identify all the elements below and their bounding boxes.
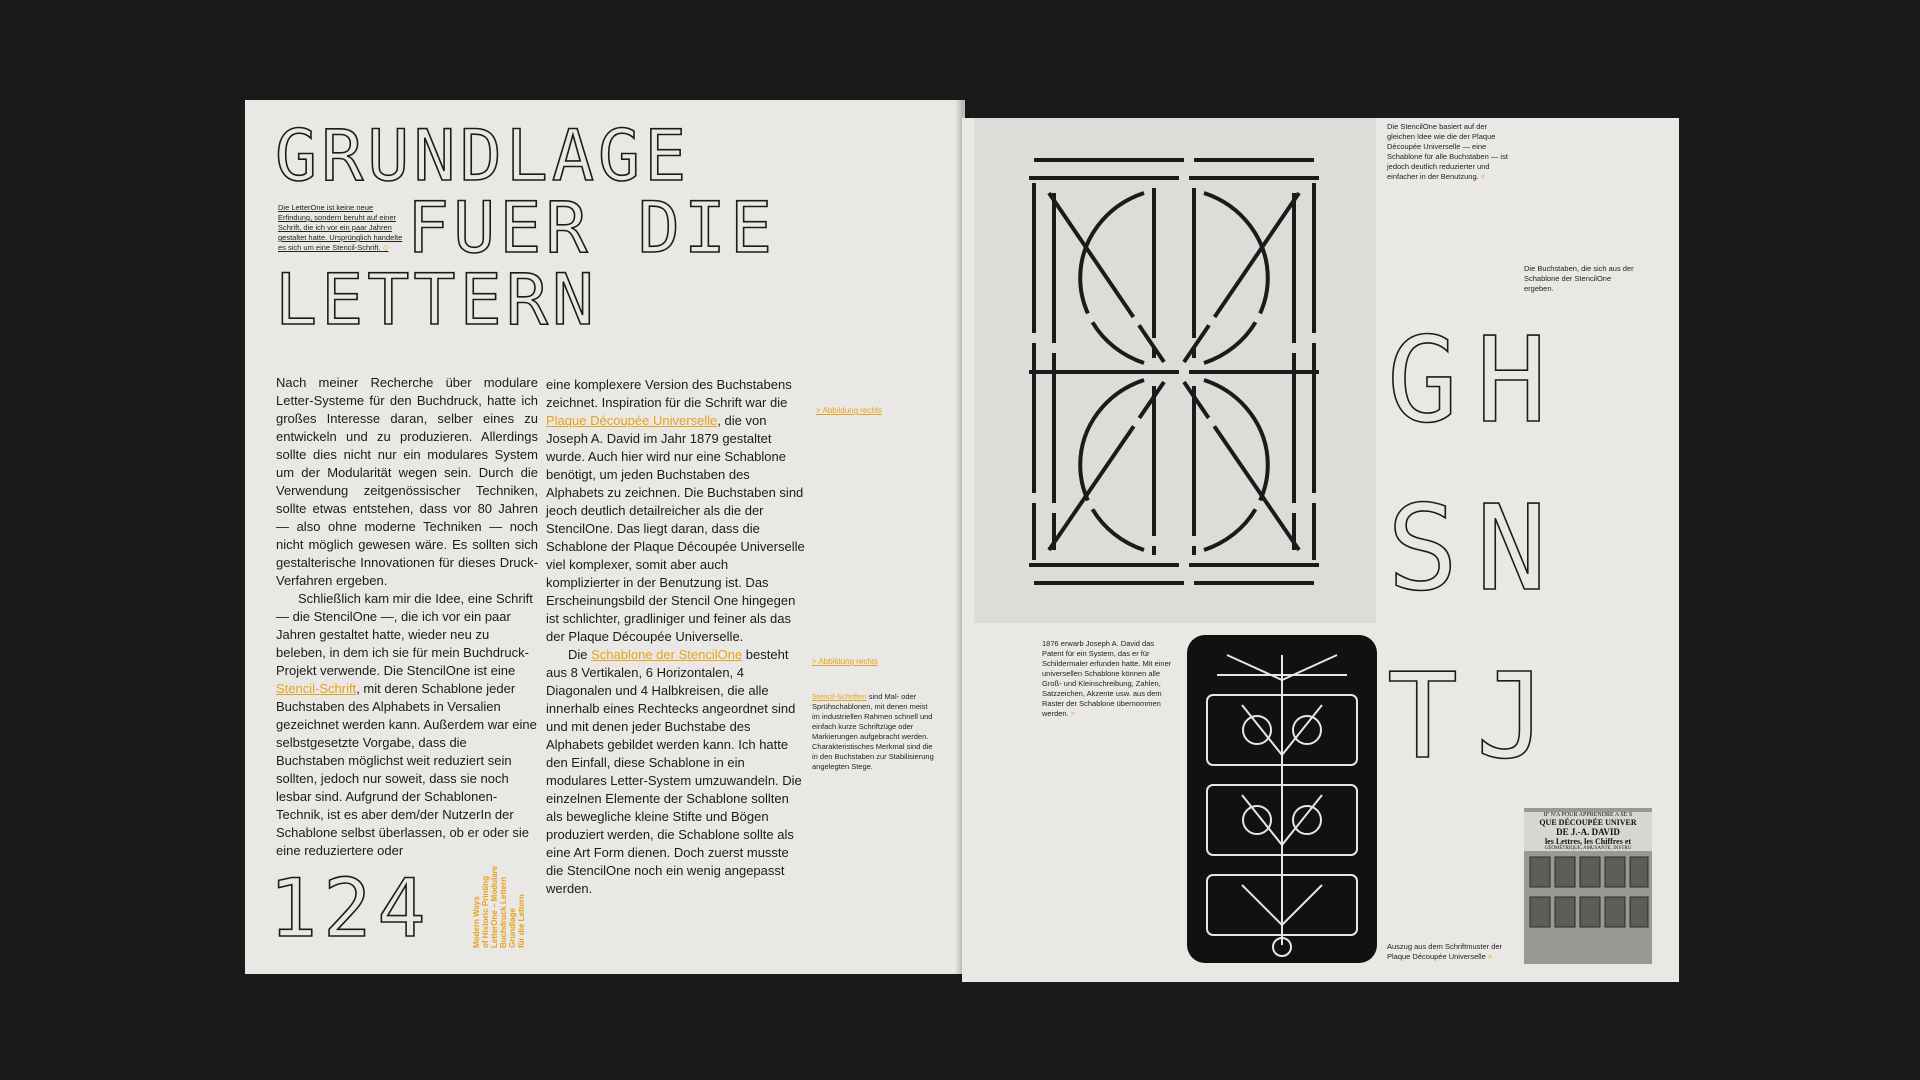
colophon-line-5: Grundlage: [508, 907, 517, 948]
plaque-decoupee-link[interactable]: Plaque Découpée Universelle: [546, 413, 718, 428]
colophon-line-3: LetterOne – Modulare: [490, 865, 499, 948]
right-page: [962, 118, 1679, 982]
stencil-schrift-link[interactable]: Stencil-Schrift: [276, 681, 357, 696]
specimen-line-1: IF N'A POUR APPRENDRE A SE S: [1524, 812, 1652, 818]
intro-note-marker: ◇: [382, 243, 389, 252]
stencil-template-figure: [974, 118, 1376, 623]
col1-paragraph-1: Nach meiner Recherche über modulare Letter-Systeme für den Buchdruck, hatte ich großes Interesse daran, selber eines zu entwickeln und zu produzieren. Allerdings sollte dies nicht nur ein modulares System um der Modularität wegen sein. Durch die Verwendung zeitgenössischer Techniken, sollte etwas entstehen, dass vor 80 Jahren — also ohne moderne Techniken — noch nicht möglich gewesen wäre. Es sollten sich gestalterische Innovationen für dieses Druck-Verfahren ergeben.: [276, 375, 538, 588]
colophon-line-2: of Historic Printing: [481, 876, 490, 948]
body-column-1: [276, 374, 538, 860]
body-column-2: [546, 376, 805, 898]
letter-row-1: GH: [1387, 311, 1566, 449]
colophon-line-4: Buchdruck Lettern: [499, 876, 508, 948]
plaque-decoupee-graphic: [1187, 635, 1377, 963]
specimen-line-4: les Lettres, les Chiffres et: [1524, 837, 1652, 846]
letter-grid: [1387, 296, 1565, 800]
david-note-marker: >: [1070, 709, 1076, 718]
caption-bottom: Auszug aus dem Schriftmuster der Plaque Découpée Universelle >: [1387, 942, 1503, 961]
colophon: [472, 866, 526, 948]
col1-paragraph-2: Schließlich kam mir die Idee, eine Schrift — die StencilOne —, die ich vor ein paar Jahren gestaltet hatte, wieder neu zu beleben, in dem ich sie für mein Buchdruck-Projekt verwende. Die StencilOne ist eine Stencil-Schrift, mit deren Schablone jeder Buchstaben des Alphabets in Versalien gezeichnet werden kann. Außerdem war eine selbstgesetzte Vorgabe, dass die Buchstaben möglichst weit reduziert sein sollten, jedoch nur soweit, dass sie noch lesbar sind. Aufgrund der Schablonen-Technik, ist es aber dem/der NutzerIn der Schablone selbst überlassen, ob er oder sie eine reduziertere oder: [276, 591, 537, 858]
stencil-note: Stencil-Schriften sind Mal- oder Sprühschablonen, mit denen meist im industriellen Rahmen schnell und einfach kurze Schriftzüge oder Markierungen aufgebracht werden. Charakteristisches Merkmal sind die in den Buchstaben zur Stabilisierung angelegten Stege.: [812, 692, 934, 771]
colophon-line-1: Modern Ways: [472, 896, 481, 948]
david-note: 1876 erwarb Joseph A. David das Patent für ein System, das er für Schildermaler erfunden hatte. Mit einer universellen Schablone können alle Groß- und Kleinschreibung, Zahlen, Satzzeichen, Akzente usw. aus dem Raster der Schablone übernommen werden. >: [1042, 639, 1172, 718]
figure-ref-right-2[interactable]: > Abbildung rechts: [812, 657, 879, 666]
caption-bottom-marker: >: [1487, 952, 1493, 961]
letter-row-3: TJ: [1387, 647, 1566, 785]
col2-paragraph-1: eine komplexere Version des Buchstabens zeichnet. Inspiration für die Schrift war die Plaque Découpée Universelle, die von Joseph A. David im Jahr 1879 gestaltet wurde. Auch hier wird nur eine Schablone benötigt, um jeden Buchstaben des Alphabets zu zeichnen. Die Buchstaben sind jeoch deutlich detailreicher als die der StencilOne. Das liegt daran, dass die Schablone der Plaque Découpée Universelle viel komplexer, somit aber auch komplizierter in der Benutzung ist. Das Erscheinungsbild der Stencil One hingegen ist schlichter, gradliniger und feiner als das der Plaque Découpée Universelle.: [546, 377, 805, 644]
right-note-top: Die StencilOne basiert auf der gleichen Idee wie die der Plaque Découpée Universelle — eine Schablone für alle Buchstaben — ist jedoch deutlich reduzierter und einfacher in der Benutzung. <: [1387, 122, 1508, 181]
figure-ref-right-1[interactable]: > Abbildung rechts: [816, 406, 883, 415]
specimen-line-5: GÉOMÉTRIQUE, AMUSANTE, INSTRU: [1524, 846, 1652, 851]
stencil-schriften-link[interactable]: Stencil-Schriften: [812, 692, 867, 701]
colophon-line-6: für die Lettern: [517, 894, 526, 948]
plaque-decoupee-photo: [1187, 635, 1377, 963]
letter-row-2: SN: [1387, 479, 1566, 617]
specimen-line-3: DE J.-A. DAVID: [1524, 827, 1652, 837]
right-note-top-marker: <: [1480, 172, 1486, 181]
specimen-line-2: QUE DÉCOUPÉE UNIVER: [1524, 818, 1652, 827]
type-specimen-photo: [1524, 808, 1652, 964]
intro-note-text: Die LetterOne ist keine neue Erfindung, sondern beruht auf einer Schrift, die ich vor ein paar Jahren gestaltet hatte. Ursprünglich handelte es sich um eine Stencil-Schrift.: [278, 203, 403, 252]
intro-note: [278, 203, 406, 253]
headline-line-3: LETTERN: [275, 259, 599, 341]
right-note-letters: Die Buchstaben, die sich aus der Schablone der StencilOne ergeben.: [1524, 264, 1634, 293]
page-number: 124: [269, 862, 432, 955]
schablone-stencilone-link[interactable]: Schablone der StencilOne: [591, 647, 743, 662]
stencil-template-graphic: [974, 118, 1376, 623]
left-page: [245, 100, 965, 974]
specimen-grid-graphic: [1524, 851, 1652, 937]
headline-line-2: FUER DIE: [407, 187, 777, 269]
col2-paragraph-2: Die Schablone der StencilOne besteht aus 8 Vertikalen, 6 Horizontalen, 4 Diagonalen und 4 Halbkreisen, die alle innerhalb eines Rechtecks angeordnet sind und mit denen jeder Buchstabe des Alphabets gebildet werden kann. Ich hatte den Einfall, diese Schablone in ein modulares Letter-System umzuwandeln. Die einzelnen Elemente der Schablone sollten als bewegliche kleine Stifte und Bögen produziert werden, die Schablone sollte als eine Art Form dienen. Doch zuerst musste die StencilOne noch ein wenig angepasst werden.: [546, 647, 802, 896]
headline-line-1: GRUNDLAGE: [275, 115, 691, 197]
